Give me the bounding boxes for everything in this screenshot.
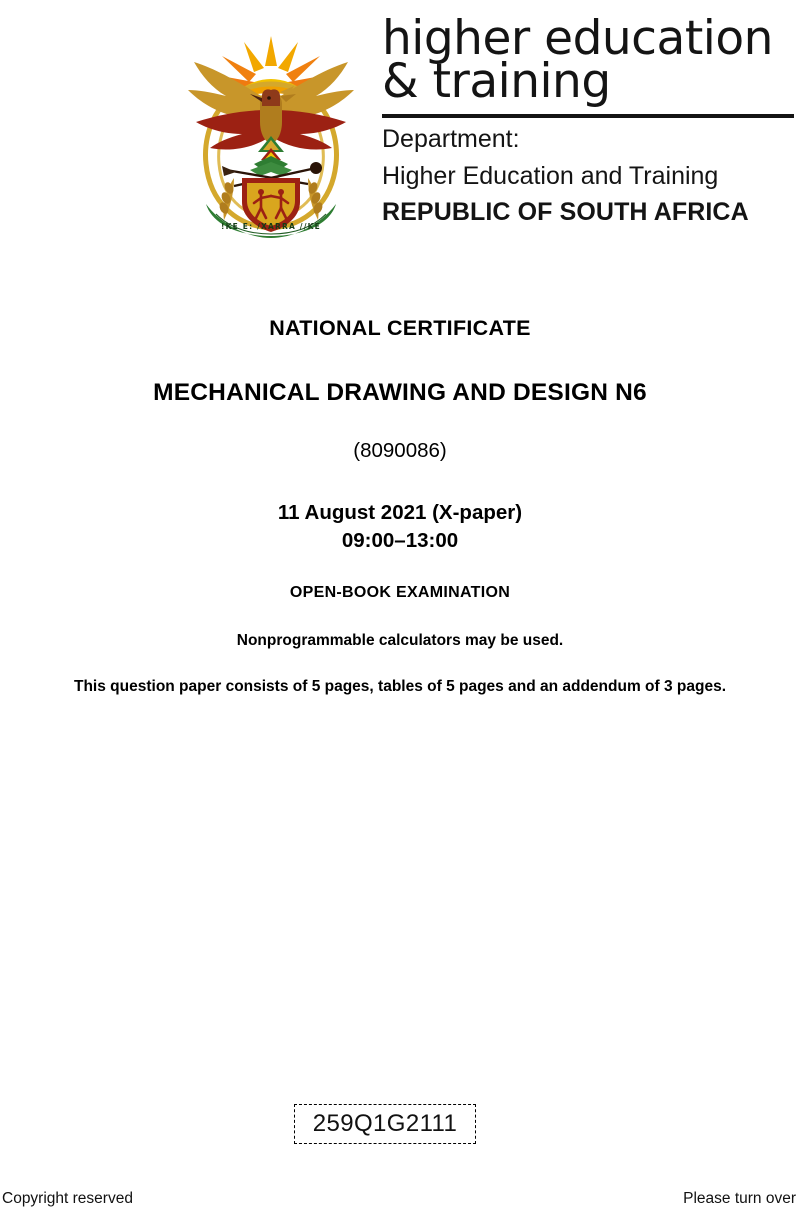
page-count-note: This question paper consists of 5 pages, tables of 5 pages and an addendum of 3 pages. [74, 678, 726, 696]
subject-code: (8090086) [353, 439, 447, 462]
south-african-coat-of-arms-icon [176, 18, 366, 240]
exam-title-block [0, 300, 800, 698]
turn-over-notice: Please turn over [683, 1190, 796, 1207]
department-name: Higher Education and Training [382, 161, 719, 190]
paper-code-box [294, 1104, 476, 1144]
exam-datetime [0, 499, 800, 554]
department-label: Department: [382, 125, 520, 154]
department-logo [176, 12, 796, 237]
department-wordmark [382, 12, 796, 228]
exam-date: 11 August 2021 (X-paper) [277, 501, 523, 524]
page-footer [0, 1190, 800, 1212]
copyright-notice: Copyright reserved [2, 1190, 133, 1207]
exam-type: OPEN-BOOK EXAMINATION [289, 584, 511, 602]
department-country: REPUBLIC OF SOUTH AFRICA [382, 198, 749, 227]
exam-time: 09:00–13:00 [341, 528, 459, 552]
subject-title: MECHANICAL DRAWING AND DESIGN N6 [153, 379, 647, 406]
certificate-title: NATIONAL CERTIFICATE [269, 316, 531, 340]
document-header [0, 0, 800, 250]
calculator-note: Nonprogrammable calculators may be used. [236, 632, 564, 650]
svg-text:!KE E: /XARRA //KE: !KE E: /XARRA //KE [220, 222, 322, 231]
paper-code-value: 259Q1G2111 [312, 1110, 458, 1137]
logo-line-and-training: & training [382, 54, 611, 110]
logo-line-higher-education: higher education [382, 11, 773, 66]
logo-divider-rule [382, 114, 794, 118]
